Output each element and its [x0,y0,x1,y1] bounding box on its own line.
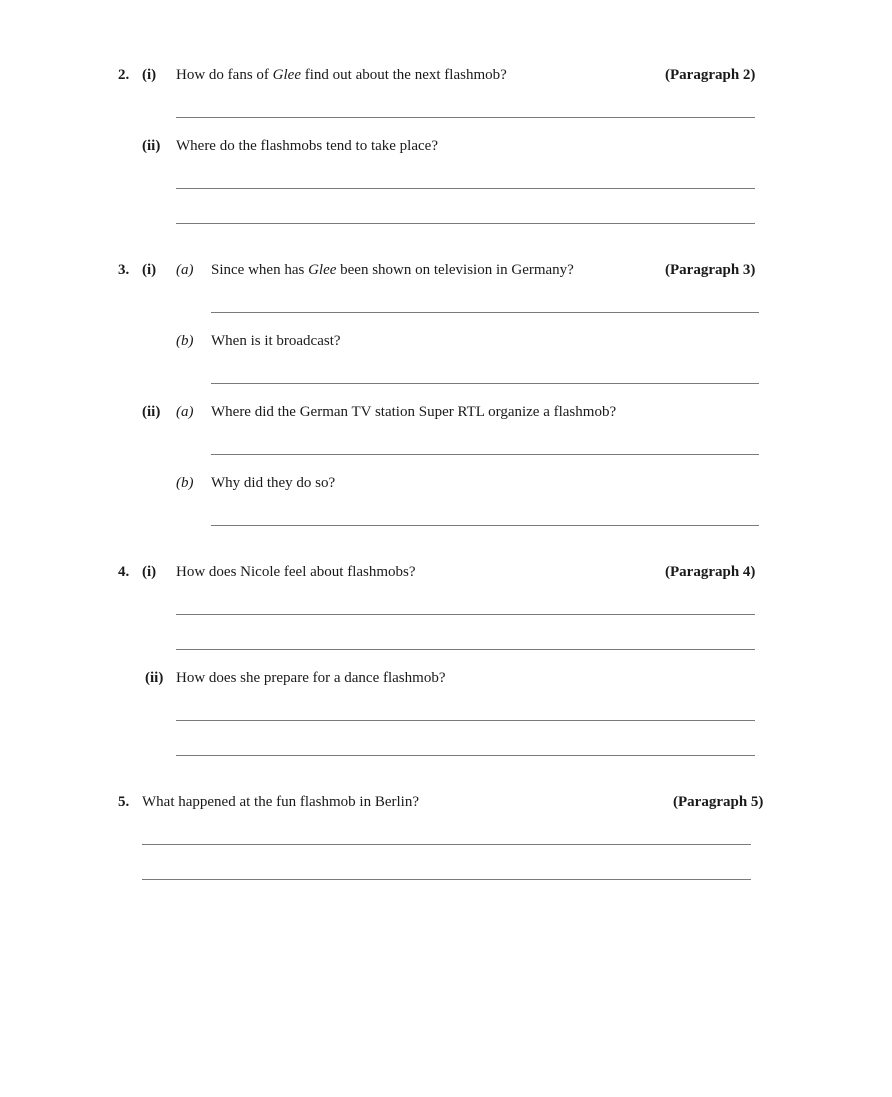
question-5-text: What happened at the fun flashmob in Berlin? [142,794,419,810]
question-4-i-label: (i) [142,564,157,580]
question-3-i-b-text: When is it broadcast? [211,333,341,349]
question-3-paragraph-ref: (Paragraph 3) [665,262,756,278]
answer-line-2-i-1[interactable] [176,117,755,118]
question-3-i-a-label: (a) [176,262,194,278]
question-3-i-a-text: Since when has Glee been shown on television in Germany? [211,262,574,278]
question-4-i-text: How does Nicole feel about flashmobs? [176,564,416,580]
question-5-paragraph-ref: (Paragraph 5) [673,794,764,810]
answer-line-4-ii-2[interactable] [176,755,755,756]
question-5-number: 5. [118,794,130,810]
question-2-i-text: How do fans of Glee find out about the next flashmob? [176,67,507,83]
question-2-number: 2. [118,67,130,83]
question-2-paragraph-ref: (Paragraph 2) [665,67,756,83]
question-3-i-b-label: (b) [176,333,194,349]
answer-line-3-ii-a[interactable] [211,454,759,455]
answer-line-4-ii-1[interactable] [176,720,755,721]
question-4-paragraph-ref: (Paragraph 4) [665,564,756,580]
question-3-ii-b-text: Why did they do so? [211,475,336,491]
answer-line-2-ii-2[interactable] [176,223,755,224]
question-4-ii-label: (ii) [145,670,164,686]
answer-line-3-i-b[interactable] [211,383,759,384]
question-3-i-label: (i) [142,262,157,278]
question-4-ii-text: How does she prepare for a dance flashmob? [176,670,446,686]
question-2-ii-label: (ii) [142,138,161,154]
question-2-i-label: (i) [142,67,157,83]
question-3-ii-a-label: (a) [176,404,194,420]
question-3-ii-b-label: (b) [176,475,194,491]
question-3-ii-a-text: Where did the German TV station Super RTL organize a flashmob? [211,404,617,420]
answer-line-4-i-1[interactable] [176,614,755,615]
answer-line-5-1[interactable] [142,844,751,845]
question-3-number: 3. [118,262,130,278]
answer-line-2-ii-1[interactable] [176,188,755,189]
answer-line-5-2[interactable] [142,879,751,880]
answer-line-3-ii-b[interactable] [211,525,759,526]
answer-line-3-i-a[interactable] [211,312,759,313]
question-4-number: 4. [118,564,130,580]
question-2-ii-text: Where do the flashmobs tend to take place? [176,138,438,154]
question-3-ii-label: (ii) [142,404,161,420]
answer-line-4-i-2[interactable] [176,649,755,650]
